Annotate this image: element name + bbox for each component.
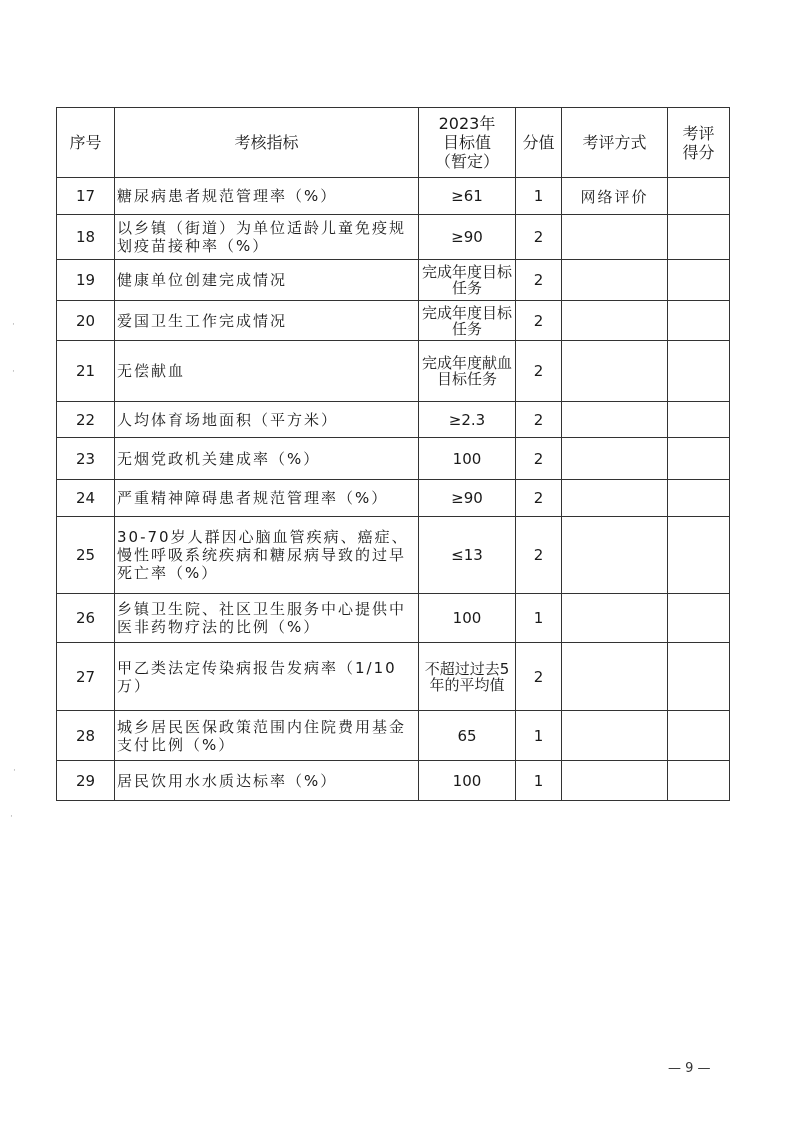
- row-score: 2: [516, 301, 562, 341]
- table-row: [57, 341, 730, 402]
- row-num: 17: [57, 178, 115, 215]
- row-grade: [668, 301, 730, 341]
- row-num: 24: [57, 480, 115, 517]
- page-number: — 9 —: [668, 1061, 711, 1076]
- row-score: 2: [516, 438, 562, 480]
- header-grade: [668, 108, 730, 178]
- header-target-line3: （暂定）: [434, 152, 499, 171]
- table-row: [57, 260, 730, 301]
- table-row: [57, 438, 730, 480]
- row-score: 2: [516, 643, 562, 711]
- scan-speck: ·: [10, 812, 13, 822]
- row-method: 网络评价: [562, 178, 668, 215]
- header-grade-line1: 考评: [682, 123, 715, 143]
- row-indicator: 无偿献血: [115, 341, 419, 402]
- row-target: ≥90: [419, 480, 516, 517]
- row-indicator: 居民饮用水水质达标率（%）: [115, 761, 419, 801]
- row-grade: [668, 480, 730, 517]
- row-indicator: 糖尿病患者规范管理率（%）: [115, 178, 419, 215]
- row-score: 1: [516, 594, 562, 643]
- table-row: [57, 178, 730, 215]
- row-target: ≥90: [419, 215, 516, 260]
- row-score: 2: [516, 260, 562, 301]
- row-indicator: 30-70岁人群因心脑血管疾病、癌症、慢性呼吸系统疾病和糖尿病导致的过早死亡率（%）: [115, 517, 419, 594]
- row-grade: [668, 260, 730, 301]
- row-method: [562, 402, 668, 438]
- row-method: [562, 594, 668, 643]
- table-row: [57, 761, 730, 801]
- row-indicator: 严重精神障碍患者规范管理率（%）: [115, 480, 419, 517]
- row-indicator: 以乡镇（街道）为单位适龄儿童免疫规划疫苗接种率（%）: [115, 215, 419, 260]
- row-grade: [668, 594, 730, 643]
- row-num: 23: [57, 438, 115, 480]
- row-score: 2: [516, 215, 562, 260]
- row-score: 2: [516, 341, 562, 402]
- row-grade: [668, 178, 730, 215]
- row-method: [562, 260, 668, 301]
- row-score: 2: [516, 517, 562, 594]
- scan-speck: ·: [12, 367, 15, 377]
- row-grade: [668, 341, 730, 402]
- row-num: 22: [57, 402, 115, 438]
- table-row: [57, 480, 730, 517]
- header-method: 考评方式: [562, 108, 668, 178]
- row-method: [562, 438, 668, 480]
- row-num: 26: [57, 594, 115, 643]
- row-num: 29: [57, 761, 115, 801]
- table-row: [57, 402, 730, 438]
- table-row: [57, 643, 730, 711]
- table-header-row: [57, 108, 730, 178]
- row-indicator: 人均体育场地面积（平方米）: [115, 402, 419, 438]
- row-target: 100: [419, 438, 516, 480]
- header-num: 序号: [57, 108, 115, 178]
- assessment-table: [56, 107, 730, 801]
- row-num: 28: [57, 711, 115, 761]
- row-num: 21: [57, 341, 115, 402]
- row-method: [562, 215, 668, 260]
- header-target-line1: 2023年: [438, 114, 496, 133]
- row-num: 20: [57, 301, 115, 341]
- row-method: [562, 643, 668, 711]
- row-grade: [668, 761, 730, 801]
- row-target: ≥61: [419, 178, 516, 215]
- row-score: 2: [516, 480, 562, 517]
- row-method: [562, 341, 668, 402]
- row-indicator: 爱国卫生工作完成情况: [115, 301, 419, 341]
- row-target: 完成年度献血目标任务: [419, 341, 516, 402]
- row-target: ≤13: [419, 517, 516, 594]
- row-target: 完成年度目标任务: [419, 260, 516, 301]
- row-num: 25: [57, 517, 115, 594]
- header-grade-line2: 得分: [682, 142, 715, 162]
- row-grade: [668, 517, 730, 594]
- row-grade: [668, 643, 730, 711]
- header-score: 分值: [516, 108, 562, 178]
- row-grade: [668, 711, 730, 761]
- row-target: 100: [419, 761, 516, 801]
- row-grade: [668, 402, 730, 438]
- row-num: 27: [57, 643, 115, 711]
- table-row: [57, 711, 730, 761]
- row-num: 19: [57, 260, 115, 301]
- table-row: [57, 517, 730, 594]
- row-score: 1: [516, 711, 562, 761]
- row-score: 2: [516, 402, 562, 438]
- row-grade: [668, 438, 730, 480]
- row-indicator: 甲乙类法定传染病报告发病率（1/10万）: [115, 643, 419, 711]
- row-indicator: 乡镇卫生院、社区卫生服务中心提供中医非药物疗法的比例（%）: [115, 594, 419, 643]
- row-target: 100: [419, 594, 516, 643]
- row-target: 65: [419, 711, 516, 761]
- row-method: [562, 761, 668, 801]
- row-score: 1: [516, 761, 562, 801]
- table-row: [57, 594, 730, 643]
- table-row: [57, 215, 730, 260]
- row-method: [562, 517, 668, 594]
- row-score: 1: [516, 178, 562, 215]
- row-indicator: 健康单位创建完成情况: [115, 260, 419, 301]
- row-indicator: 无烟党政机关建成率（%）: [115, 438, 419, 480]
- row-method: [562, 480, 668, 517]
- row-method: [562, 711, 668, 761]
- row-target: 不超过过去5年的平均值: [419, 643, 516, 711]
- header-target-line2: 目标值: [442, 133, 491, 152]
- scan-speck: ·: [12, 320, 15, 330]
- scan-speck: ·: [13, 766, 16, 776]
- row-target: ≥2.3: [419, 402, 516, 438]
- row-indicator: 城乡居民医保政策范围内住院费用基金支付比例（%）: [115, 711, 419, 761]
- row-target: 完成年度目标任务: [419, 301, 516, 341]
- row-num: 18: [57, 215, 115, 260]
- row-method: [562, 301, 668, 341]
- header-target: [419, 108, 516, 178]
- row-grade: [668, 215, 730, 260]
- table-row: [57, 301, 730, 341]
- header-indicator: 考核指标: [115, 108, 419, 178]
